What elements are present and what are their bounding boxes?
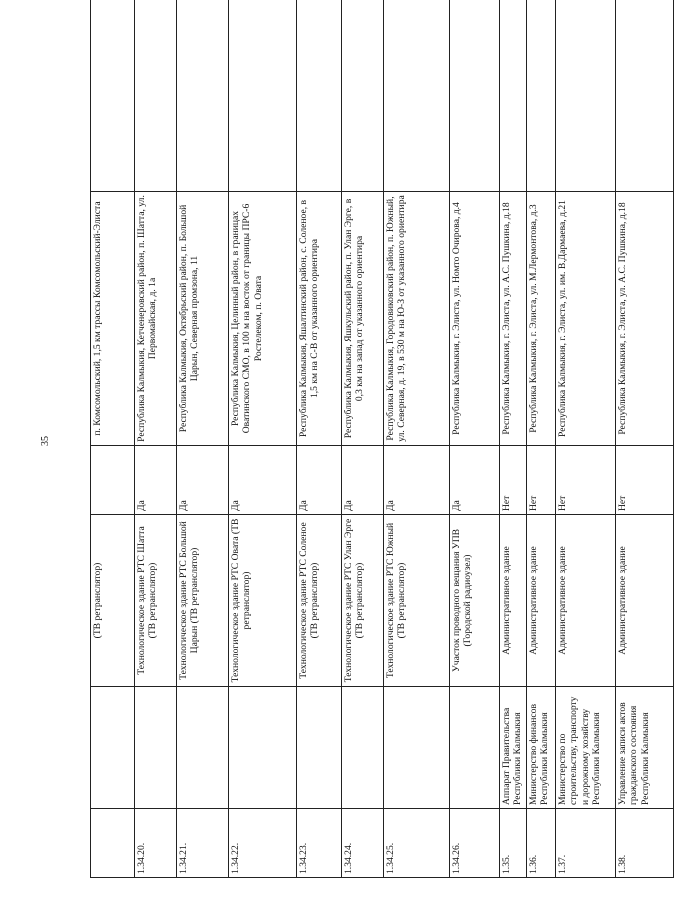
table-row — [135, 0, 177, 878]
table-row — [229, 0, 297, 878]
row-number: 1.34.26. — [450, 809, 500, 878]
row-number: 1.36. — [527, 809, 556, 878]
object-name: Административное здание — [500, 515, 527, 687]
object-address: Республика Калмыкия, Кетченеровский район, п. Шатта, ул. Первомайская, д. 1а — [135, 192, 177, 446]
flag-value: Да — [384, 446, 450, 515]
empty-cell — [135, 0, 177, 192]
object-name: Технологическое здание РТС Южный (ТВ ретранслятор) — [384, 515, 450, 687]
flag-value: Да — [229, 446, 297, 515]
row-number: 1.38. — [616, 809, 674, 878]
object-address: Республика Калмыкия, г. Элиста, ул. А.С. Пушкина, д.18 — [616, 192, 674, 446]
table-row — [616, 0, 674, 878]
object-name: (ТВ ретранслятор) — [91, 515, 135, 687]
object-name: Технологическое здание РТС Шатта (ТВ ретранслятор) — [135, 515, 177, 687]
flag-value: Нет — [527, 446, 556, 515]
table-row — [384, 0, 450, 878]
table-row — [91, 0, 135, 878]
flag-value: Нет — [616, 446, 674, 515]
object-address: Республика Калмыкия, г. Элиста, ул. им. В.Дармаева, д.21 — [556, 192, 616, 446]
table-row — [450, 0, 500, 878]
object-address: Республика Калмыкия, г. Элиста, ул. Номто Очирова, д.4 — [450, 192, 500, 446]
table-body — [91, 0, 674, 878]
object-address: п. Комсомольский, 1,5 км трассы Комсомольский-Элиста — [91, 192, 135, 446]
objects-table — [90, 0, 674, 878]
empty-cell — [556, 0, 616, 192]
empty-cell — [450, 0, 500, 192]
row-number: 1.35. — [500, 809, 527, 878]
object-address: Республика Калмыкия, Яшалтинский район, с. Соленое, в 1,5 км на С-В от указанного ориентира — [297, 192, 342, 446]
row-number: 1.34.22. — [229, 809, 297, 878]
organization-name — [177, 687, 229, 809]
table-row — [556, 0, 616, 878]
flag-value: Да — [177, 446, 229, 515]
empty-cell — [91, 0, 135, 192]
organization-name: Управление записи актов гражданского состояния Республики Калмыкия — [616, 687, 674, 809]
object-name: Технологическое здание РТС Улан Эрге (ТВ ретранслятор) — [342, 515, 384, 687]
object-address: Республика Калмыкия, Целинный район, в границах Оватинского СМО, в 100 м на восток от границы ПРС-6 Ростелеком, п. Овата — [229, 192, 297, 446]
object-address: Республика Калмыкия, Городовиковский район, п. Южный, ул. Северная, д. 19, в 530 м на Ю-З от указанного ориентира — [384, 192, 450, 446]
row-number: 1.34.21. — [177, 809, 229, 878]
organization-name — [342, 687, 384, 809]
object-name: Участок проводного вещания УПВ (Городской радиоузел) — [450, 515, 500, 687]
organization-name — [229, 687, 297, 809]
table-row — [177, 0, 229, 878]
object-name: Технологическое здание РТС Большой Царын (ТВ ретранслятор) — [177, 515, 229, 687]
organization-name — [135, 687, 177, 809]
row-number: 1.34.20. — [135, 809, 177, 878]
organization-name — [297, 687, 342, 809]
flag-value: Нет — [556, 446, 616, 515]
row-number — [91, 809, 135, 878]
flag-value: Да — [135, 446, 177, 515]
empty-cell — [384, 0, 450, 192]
empty-cell — [527, 0, 556, 192]
flag-value — [91, 446, 135, 515]
organization-name: Министерство финансов Республики Калмыкия — [527, 687, 556, 809]
organization-name — [450, 687, 500, 809]
object-name: Технологическое здание РТС Овата (ТВ ретранслятор) — [229, 515, 297, 687]
object-address: Республика Калмыкия, г. Элиста, ул. М.Лермонтова, д.3 — [527, 192, 556, 446]
empty-cell — [342, 0, 384, 192]
empty-cell — [229, 0, 297, 192]
empty-cell — [616, 0, 674, 192]
page-number: 35 — [40, 436, 51, 446]
table-row — [342, 0, 384, 878]
row-number: 1.34.24. — [342, 809, 384, 878]
flag-value: Да — [450, 446, 500, 515]
object-name: Административное здание — [556, 515, 616, 687]
object-address: Республика Калмыкия, Октябрьский район, п. Большой Царын, Северная промзона, 11 — [177, 192, 229, 446]
object-name: Административное здание — [616, 515, 674, 687]
flag-value: Нет — [500, 446, 527, 515]
empty-cell — [500, 0, 527, 192]
table-row — [297, 0, 342, 878]
empty-cell — [297, 0, 342, 192]
rotated-page — [90, 23, 651, 878]
empty-cell — [177, 0, 229, 192]
organization-name: Аппарат Правительства Республики Калмыкия — [500, 687, 527, 809]
organization-name — [384, 687, 450, 809]
row-number: 1.34.23. — [297, 809, 342, 878]
flag-value: Да — [297, 446, 342, 515]
object-name: Технологическое здание РТС Соленое (ТВ ретранслятор) — [297, 515, 342, 687]
row-number: 1.34.25. — [384, 809, 450, 878]
object-name: Административное здание — [527, 515, 556, 687]
row-number: 1.37. — [556, 809, 616, 878]
table-row — [527, 0, 556, 878]
table-row — [500, 0, 527, 878]
organization-name: Министерство по строительству, транспорту и дорожному хозяйству Республики Калмыкия — [556, 687, 616, 809]
object-address: Республика Калмыкия, г. Элиста, ул. А.С. Пушкина, д.18 — [500, 192, 527, 446]
organization-name — [91, 687, 135, 809]
object-address: Республика Калмыкия, Яшкульский район, п. Улан Эрге, в 0,3 км на запад от указанного ориентира — [342, 192, 384, 446]
flag-value: Да — [342, 446, 384, 515]
